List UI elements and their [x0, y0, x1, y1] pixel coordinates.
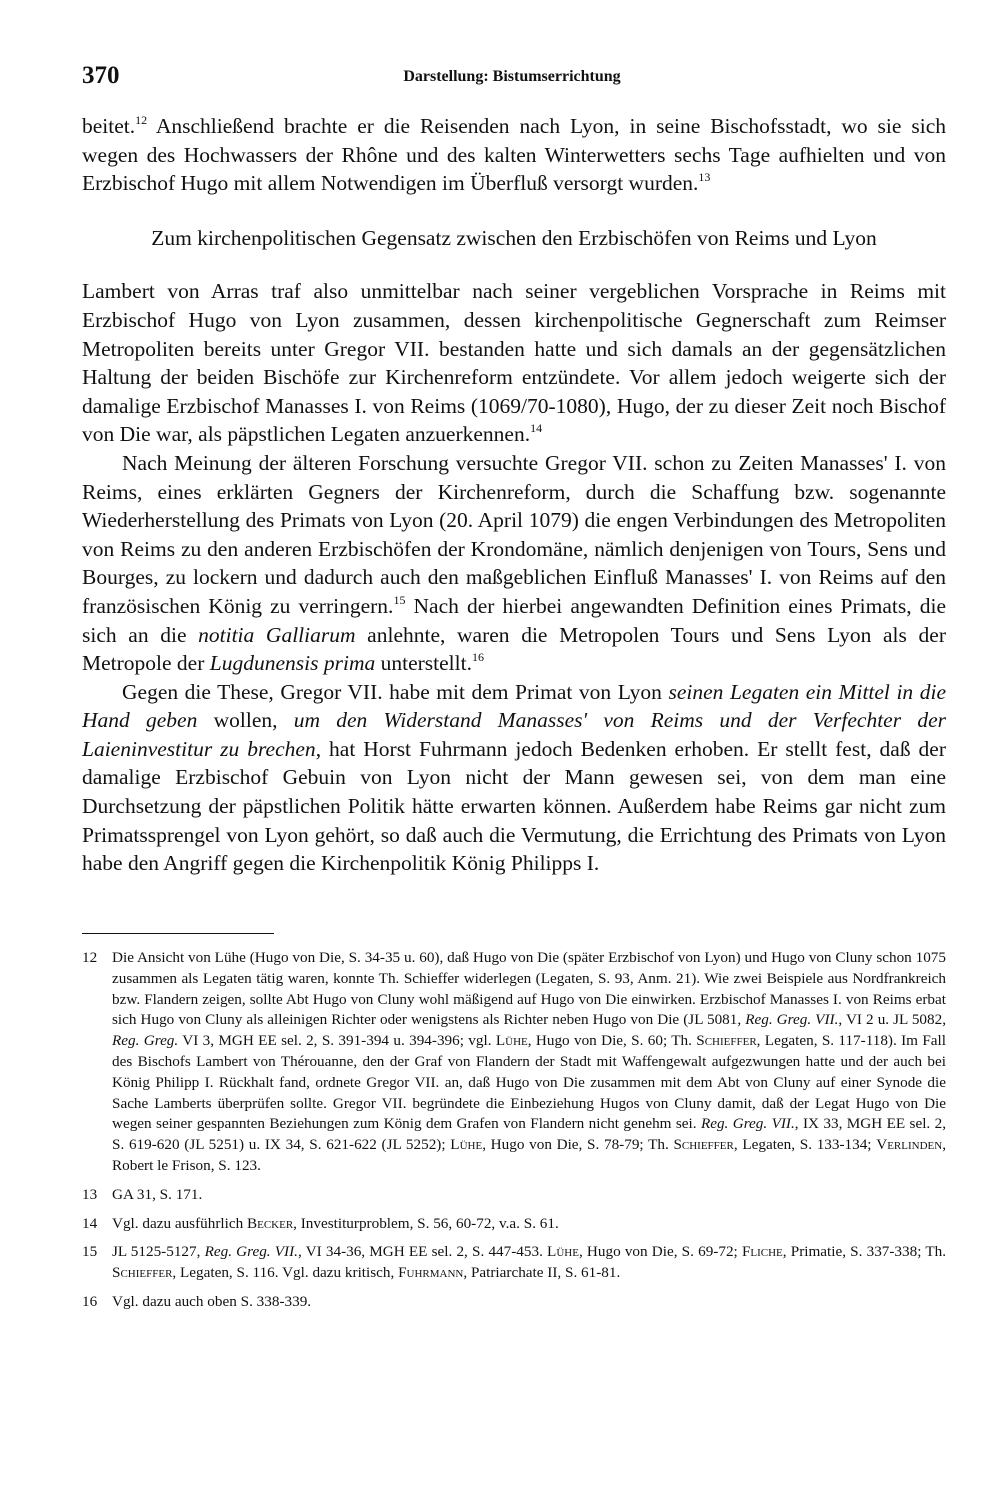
- footnote-ref-14[interactable]: 14: [530, 421, 543, 436]
- footnote-13: 13 GA 31, S. 171.: [82, 1185, 203, 1203]
- paragraph-1: beitet.$^{12}$ Anschließend brachte er die Reisenden nach Lyon, in seine Bischofsstadt, wo sie sich wegen des Hochwassers der Rhône und des kalten Winterwetters sechs Tage aufhielten und von Erzbischof Hugo mit allem Notwendigen im Überfluß versorgt wurden.$^{13}$: [82, 113, 946, 196]
- footnote-ref-12[interactable]: 12: [135, 113, 148, 127]
- paragraph-3: Nach Meinung der älteren Forschung versuchte Gregor VII. schon zu Zeiten Manasses' I. von Reims, eines erklärten Gegners der Kirchenreform, durch die Schaffung bzw. sogenannte Wiederherstellung des Primats von Lyon (20. April 1079) die engen Verbindungen des Metropoliten von Reims zu den anderen Erzbischöfen der Krondomäne, nämlich denjenigen von Tours, Sens und Bourges, zu lockern und dadurch auch den maßgeblichen Einfluß Manasses' I. von Reims auf den französischen König zu verringern.$^{15}$ Nach der hierbei angewandten Definition eines Primats, die sich an die notitia Galliarum anlehnte, waren die Metropolen Tours und Sens Lyon als der Metropole der Lugdunensis prima unterstellt.$^{16}$: [82, 450, 946, 676]
- footnote-ref-15[interactable]: 15: [393, 592, 406, 607]
- page-number: 370: [82, 62, 120, 89]
- footnote-14: 14 Vgl. dazu ausführlich Becker, Investiturproblem, S. 56, 60-72, v.a. S. 61.: [82, 1214, 559, 1232]
- paragraph-2: Lambert von Arras traf also unmittelbar nach seiner vergeblichen Vorsprache in Reims mit Erzbischof Hugo von Lyon zusammen, dessen kirchenpolitische Gegnerschaft zum Reimser Metropoliten bereits unter Gregor VII. bestanden hatte und sich damals an der gegensätzlichen Haltung der beiden Bischöfe zur Kirchenreform entzündete. Vor allem jedoch weigerte sich der damalige Erzbischof Manasses I. von Reims (1069/70-1080), Hugo, der zu dieser Zeit noch Bischof von Die war, als päpstlichen Legaten anzuerkennen.$^{14}$: [82, 279, 946, 447]
- section-heading: Zum kirchenpolitischen Gegensatz zwischen den Erzbischöfen von Reims und Lyon: [151, 225, 877, 250]
- footnote-divider: [82, 933, 274, 934]
- footnote-12: 12 Die Ansicht von Lühe (Hugo von Die, S. 34-35 u. 60), daß Hugo von Die (später Erzbischof von Lyon) und Hugo von Cluny schon 1075 zusammen als Legaten tätig waren, konnte Th. Schieffer widerlegen (Legaten, S. 93, Anm. 21). Wie zwei Beispiele aus Nordfrankreich bzw. Flandern zeigen, sollte Abt Hugo von Cluny wohl mäßigend auf Hugo von Die einwirken. Erzbischof Manasses I. von Reims erbat sich Hugo von Cluny als alleinigen Richter oder wenigstens als Richter neben Hugo von Die (JL 5081, Reg. Greg. VII., VI 2 u. JL 5082, Reg. Greg. VI 3, MGH EE sel. 2, S. 391-394 u. 394-396; vgl. Lühe, Hugo von Die, S. 60; Th. Schieffer, Legaten, S. 117-118). Im Fall des Bischofs Lambert von Thérouanne, den der Graf von Flandern der Stadt mit Waffengewalt aufgezwungen hatte und der auch bei König Philipp I. Rückhalt fand, ordnete Gregor VII. an, daß Hugo von Die zusammen mit dem Abt von Cluny auf einer Synode die Sache Lamberts überprüfen sollte. Gregor VII. begründete die Einbeziehung Hugos von Cluny damit, daß der Legat Hugo von Die wegen seiner gespannten Beziehungen zum König dem Grafen von Flandern nicht genehm sei. Reg. Greg. VII., IX 33, MGH EE sel. 2, S. 619-620 (JL 5251) u. IX 34, S. 621-622 (JL 5252); Lühe, Hugo von Die, S. 78-79; Th. Schieffer, Legaten, S. 133-134; Verlinden, Robert le Frison, S. 123.: [82, 949, 947, 1174]
- footnote-15: 15 JL 5125-5127, Reg. Greg. VII., VI 34-36, MGH EE sel. 2, S. 447-453. Lühe, Hugo von Die, S. 69-72; Fliche, Primatie, S. 337-338; Th. Schieffer, Legaten, S. 116. Vgl. dazu kritisch, Fuhrmann, Patriarchate II, S. 61-81.: [82, 1243, 947, 1282]
- running-head: Darstellung: Bistumserrichtung: [403, 68, 621, 85]
- footnote-ref-16[interactable]: 16: [471, 650, 484, 665]
- main-text: [82, 112, 946, 878]
- footnote-16: 16 Vgl. dazu auch oben S. 338-339.: [82, 1292, 312, 1310]
- paragraph-4: Gegen die These, Gregor VII. habe mit dem Primat von Lyon seinen Legaten ein Mittel in die Hand geben wollen, um den Widerstand Manasses' von Reims und der Verfechter der Laieninvestitur zu brechen, hat Horst Fuhrmann jedoch Bedenken erhoben. Er stellt fest, daß der damalige Erzbischof Gebuin von Lyon nicht der Mann gewesen sei, von dem man eine Durchsetzung der päpstlichen Politik hätte erwarten können. Außerdem habe Reims gar nicht zum Primatssprengel von Lyon gehört, so daß auch die Vermutung, die Errichtung des Primats von Lyon habe den Angriff gegen die Kirchenpolitik König Philipps I.: [82, 679, 946, 876]
- footnotes: [82, 948, 946, 1321]
- footnote-ref-13[interactable]: 13: [698, 170, 711, 185]
- page-header: [82, 62, 942, 92]
